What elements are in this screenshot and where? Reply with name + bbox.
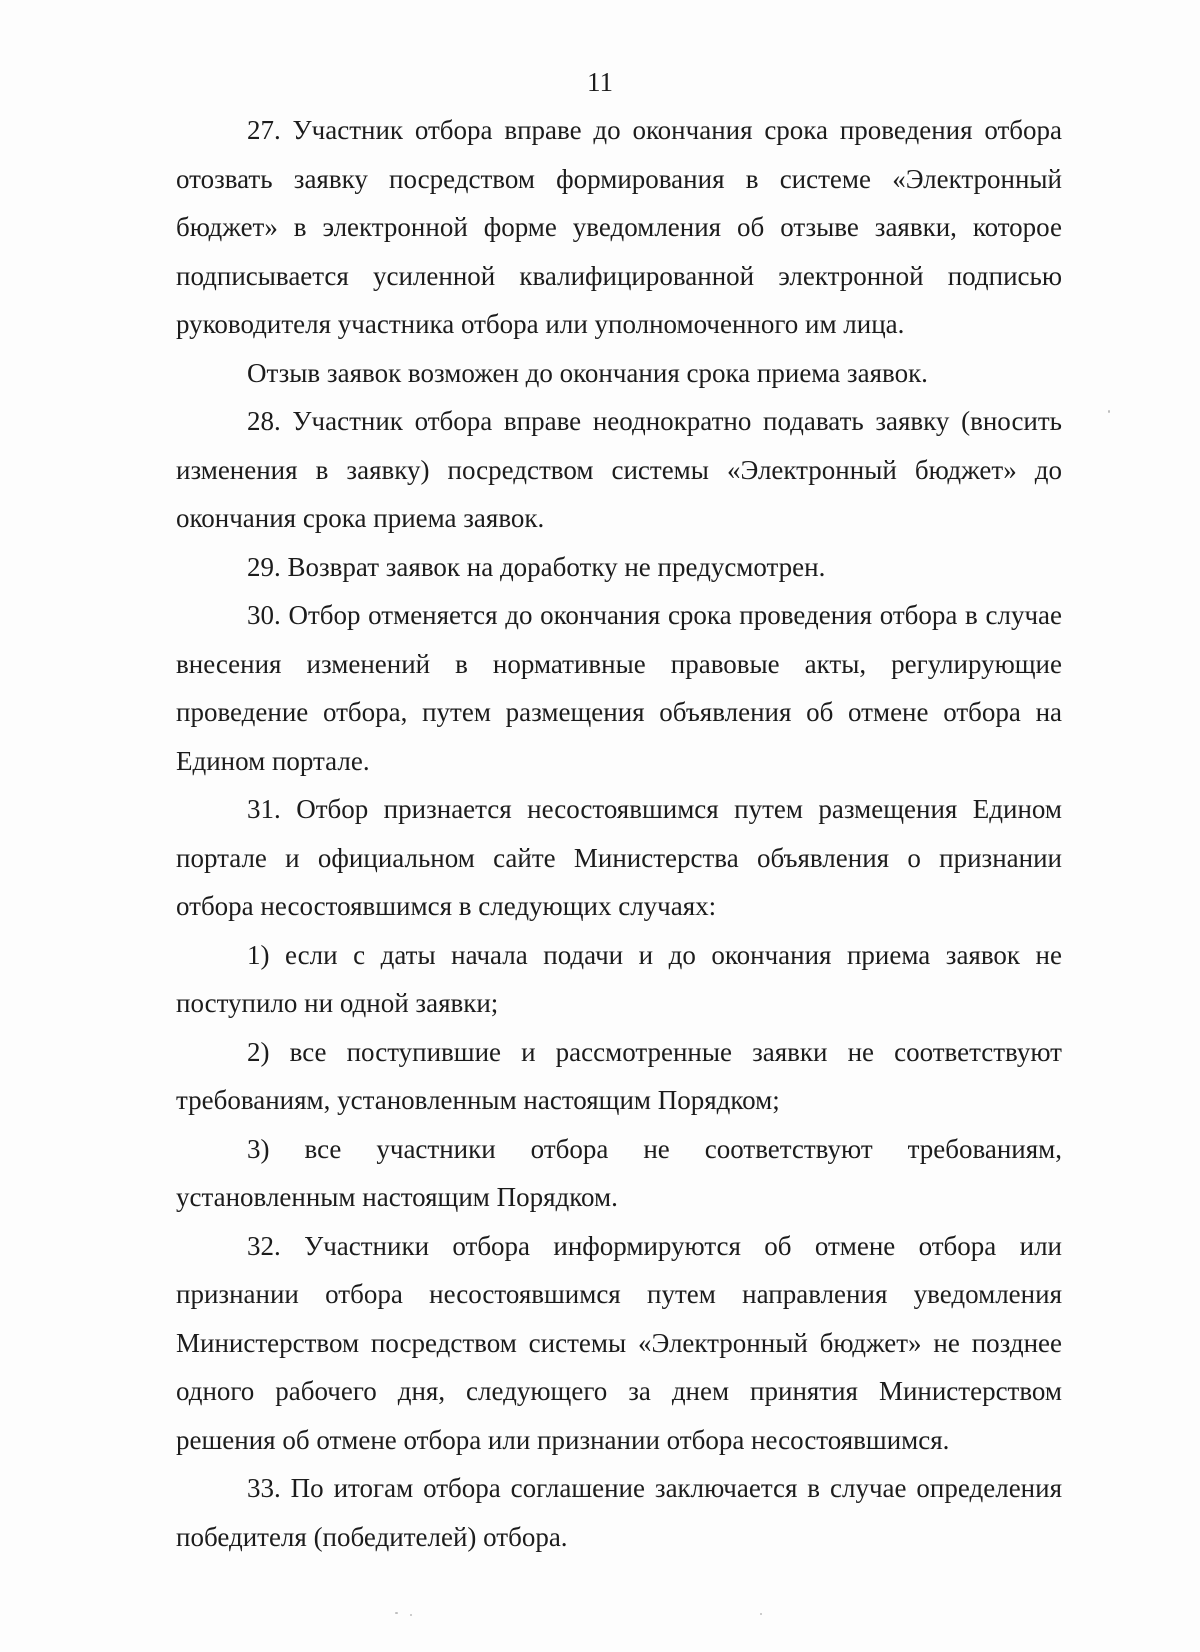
paragraph-29: 29. Возврат заявок на доработку не предусмотрен. [247, 551, 826, 582]
paragraph-27-note: Отзыв заявок возможен до окончания срока приема заявок. [247, 357, 928, 388]
scan-speck [760, 1613, 762, 1615]
scan-speck [410, 1614, 412, 1616]
paragraph-31: 31. Отбор признается несостоявшимся путем размещения Едином портале и официальном сайте Министерства объявления о признании отбора несостоявшимся в следующих случаях: [176, 794, 1062, 921]
page-number: 11 [587, 67, 613, 97]
scan-speck [1108, 410, 1110, 413]
paragraph-32: 32. Участники отбора информируются об отмене отбора или признании отбора несостоявшимся путем направления уведомления Министерством посредством системы «Электронный бюджет» не позднее одного рабочего дня, следующего за днем принятия Министерством решения об отмене отбора или признании отбора несостоявшимся. [176, 1230, 1062, 1455]
paragraph-33: 33. По итогам отбора соглашение заключается в случае определения победителя (победителей) отбора. [176, 1473, 1062, 1552]
paragraph-27: 27. Участник отбора вправе до окончания срока проведения отбора отозвать заявку посредством формирования в системе «Электронный бюджет» в электронной форме уведомления об отзыве заявки, которое подписывается усиленной квалифицированной электронной подписью руководителя участника отбора или уполномоченного им лица. [176, 115, 1062, 339]
list-item-1: 1) если с даты начала подачи и до окончания приема заявок не поступило ни одной заявки; [176, 939, 1062, 1018]
document-body [176, 106, 1062, 1561]
scan-speck [395, 1612, 398, 1614]
list-item-3: 3) все участники отбора не соответствуют требованиям, установленным настоящим Порядком. [176, 1133, 1062, 1212]
paragraph-30: 30. Отбор отменяется до окончания срока проведения отбора в случае внесения изменений в нормативные правовые акты, регулирующие проведение отбора, путем размещения объявления об отмене отбора на Едином портале. [176, 600, 1062, 776]
paragraph-28: 28. Участник отбора вправе неоднократно подавать заявку (вносить изменения в заявку) посредством системы «Электронный бюджет» до окончания срока приема заявок. [176, 406, 1062, 533]
list-item-2: 2) все поступившие и рассмотренные заявки не соответствуют требованиям, установленным настоящим Порядком; [176, 1036, 1062, 1115]
